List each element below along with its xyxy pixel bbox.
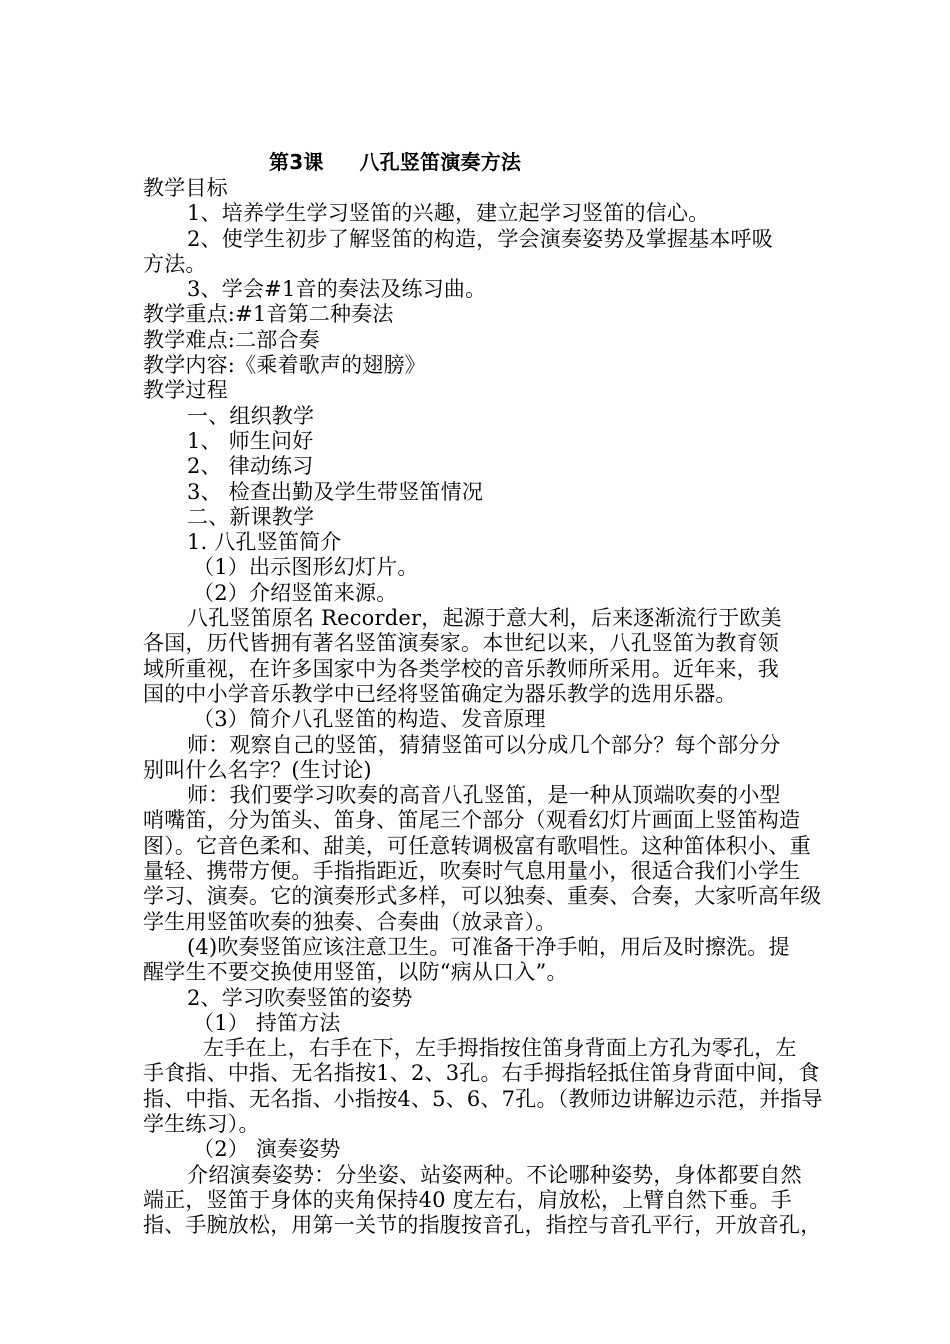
paragraph-holding: 左手在上，右手在下，左手拇指按住笛身背面上方孔为零孔，左 — [203, 1036, 797, 1061]
lesson-title — [143, 148, 823, 176]
item-1: （1）出示图形幻灯片。 — [193, 555, 419, 580]
paragraph-posture: 介绍演奏姿势：分坐姿、站姿两种。不论哪种姿势，身体都要自然 — [187, 1162, 802, 1187]
item-4: (4)吹奏竖笛应该注意卫生。可准备干净手帕，用后及时擦洗。提 — [187, 934, 790, 959]
paragraph-posture-cont-2: 指、手腕放松，用第一关节的指腹按音孔，指控与音孔平行，开放音孔， — [143, 1213, 822, 1238]
item-4-cont: 醒学生不要交换使用竖笛，以防“病从口入”。 — [143, 960, 568, 985]
difficulty: 教学难点:二部合奏 — [143, 327, 320, 352]
heading-objectives: 教学目标 — [143, 176, 228, 200]
subsection-2-heading: 2、学习吹奏竖笛的姿势 — [187, 985, 413, 1010]
item-posture: （2） 演奏姿势 — [193, 1137, 341, 1162]
paragraph-intro-cont-1: 哨嘴笛，分为笛头、笛身、笛尾三个部分（观看幻灯片画面上竖笛构造 — [143, 808, 801, 833]
step-3: 3、 检查出勤及学生带竖笛情况 — [187, 479, 484, 504]
step-1: 1、 师生问好 — [187, 428, 314, 453]
key-point: 教学重点:#1音第二种奏法 — [143, 302, 394, 327]
paragraph-intro-cont-4: 学习、演奏。它的演奏形式多样，可以独奏、重奏、合奏，大家听高年级 — [143, 884, 822, 909]
paragraph-holding-cont-1: 手食指、中指、无名指按1、2、3孔。右手拇指轻抵住笛身背面中间，食 — [143, 1061, 820, 1086]
lesson-name: 八孔竖笛演奏方法 — [359, 150, 522, 174]
paragraph-holding-cont-3: 学生练习）。 — [143, 1111, 260, 1136]
teaching-content: 教学内容:《乘着歌声的翅膀》 — [143, 353, 426, 378]
paragraph-observe: 师：观察自己的竖笛，猜猜竖笛可以分成几个部分？每个部分分 — [187, 732, 781, 757]
objective-2-cont: 方法。 — [143, 251, 207, 276]
paragraph-origin-cont-2: 域所重视，在许多国家中为各类学校的音乐教师所采用。近年来，我 — [143, 656, 779, 681]
objective-2: 2、使学生初步了解竖笛的构造，学会演奏姿势及掌握基本呼吸 — [187, 226, 773, 251]
document-body — [143, 148, 823, 1238]
lesson-number: 第3课 — [269, 150, 324, 174]
step-2: 2、 律动练习 — [187, 454, 314, 479]
paragraph-origin: 八孔竖笛原名 Recorder，起源于意大利，后来逐渐流行于欧美 — [187, 606, 782, 631]
paragraph-holding-cont-2: 指、中指、无名指、小指按4、5、6、7孔。（教师边讲解边示范，并指导 — [143, 1086, 823, 1111]
heading-process: 教学过程 — [143, 378, 228, 403]
section-1-heading: 一、组织教学 — [187, 403, 315, 428]
paragraph-origin-cont-1: 各国，历代皆拥有著名竖笛演奏家。本世纪以来，八孔竖笛为教育领 — [143, 631, 779, 656]
item-3: （3）简介八孔竖笛的构造、发音原理 — [193, 707, 546, 732]
paragraph-intro: 师：我们要学习吹奏的高音八孔竖笛，是一种从顶端吹奏的小型 — [187, 783, 781, 808]
item-2: （2）介绍竖笛来源。 — [193, 580, 398, 605]
item-holding: （1） 持笛方法 — [193, 1010, 341, 1035]
paragraph-observe-cont: 别叫什么名字？(生讨论) — [143, 757, 372, 782]
paragraph-intro-cont-2: 图）。它音色柔和、甜美，可任意转调极富有歌唱性。这种笛体积小、重 — [143, 833, 811, 858]
paragraph-intro-cont-5: 学生用竖笛吹奏的独奏、合奏曲（放录音）。 — [143, 909, 557, 934]
paragraph-origin-cont-3: 国的中小学音乐教学中已经将竖笛确定为器乐教学的选用乐器。 — [143, 681, 737, 706]
section-2-heading: 二、新课教学 — [187, 504, 315, 529]
paragraph-intro-cont-3: 量轻、携带方便。手指指距近，吹奏时气息用量小，很适合我们小学生 — [143, 859, 801, 884]
paragraph-posture-cont-1: 端正，竖笛于身体的夹角保持40 度左右，肩放松，上臂自然下垂。手 — [143, 1187, 792, 1212]
objective-3: 3、学会#1音的奏法及练习曲。 — [187, 277, 487, 302]
objective-1: 1、培养学生学习竖笛的兴趣，建立起学习竖笛的信心。 — [187, 201, 710, 226]
subsection-1-heading: 1. 八孔竖笛简介 — [187, 530, 342, 555]
